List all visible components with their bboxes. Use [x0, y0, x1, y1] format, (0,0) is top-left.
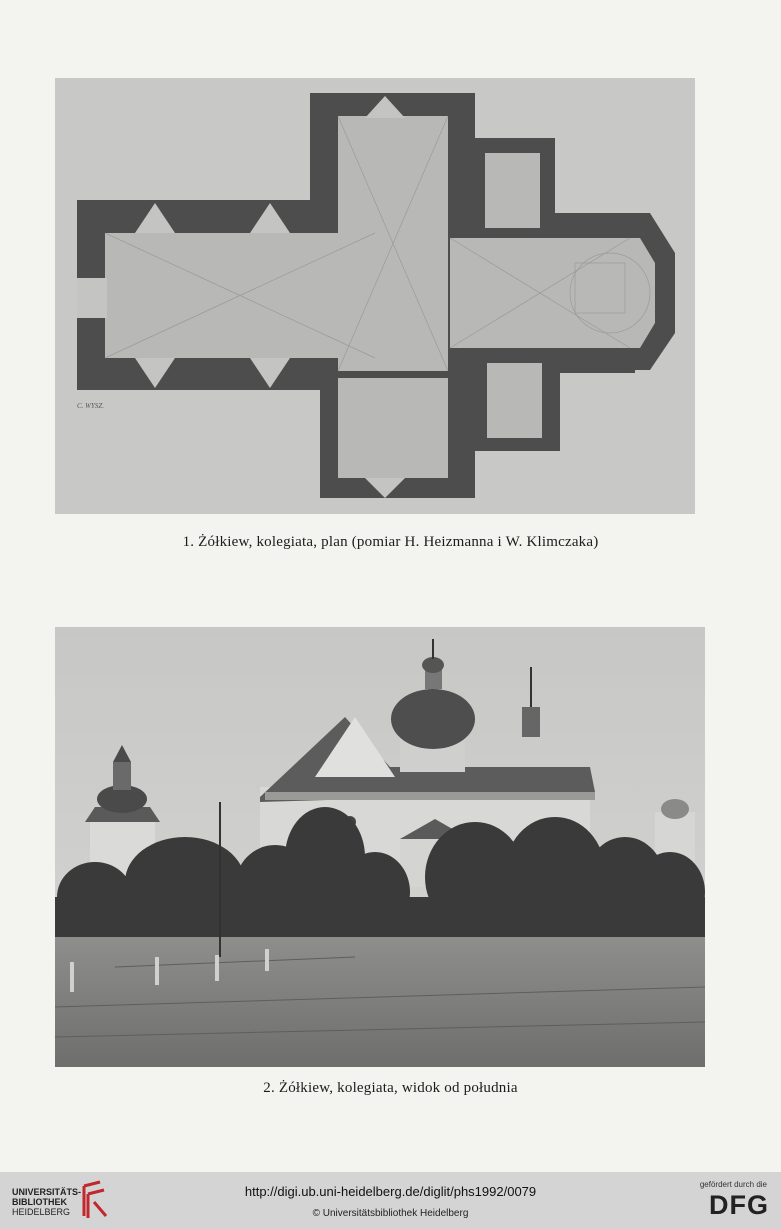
library-name-line1: UNIVERSITÄTS-	[12, 1187, 82, 1197]
dfg-logo[interactable]: DFG	[709, 1190, 769, 1220]
floor-plan-image	[55, 78, 695, 514]
library-name-line2: BIBLIOTHEK	[12, 1197, 67, 1207]
floor-plan-drawing	[55, 78, 695, 514]
church-photo-drawing	[55, 627, 705, 1067]
caption-plate-1: 1. Żółkiew, kolegiata, plan (pomiar H. Heizmanna i W. Klimczaka)	[182, 534, 599, 550]
copyright-text: © Universitätsbibliothek Heidelberg	[312, 1208, 469, 1219]
town-square	[55, 937, 705, 1067]
caption-plate-2: 2. Żółkiew, kolegiata, widok od południa	[263, 1080, 518, 1096]
plan-annotation: C. WYSZ.	[77, 402, 105, 410]
dfg-label: gefördert durch die	[699, 1180, 767, 1189]
source-url-link[interactable]: http://digi.ub.uni-heidelberg.de/diglit/phs1992/0079	[244, 1184, 537, 1199]
church-photograph	[55, 627, 705, 1067]
library-name-line3: HEIDELBERG	[12, 1207, 71, 1217]
digitization-footer	[0, 1172, 781, 1229]
